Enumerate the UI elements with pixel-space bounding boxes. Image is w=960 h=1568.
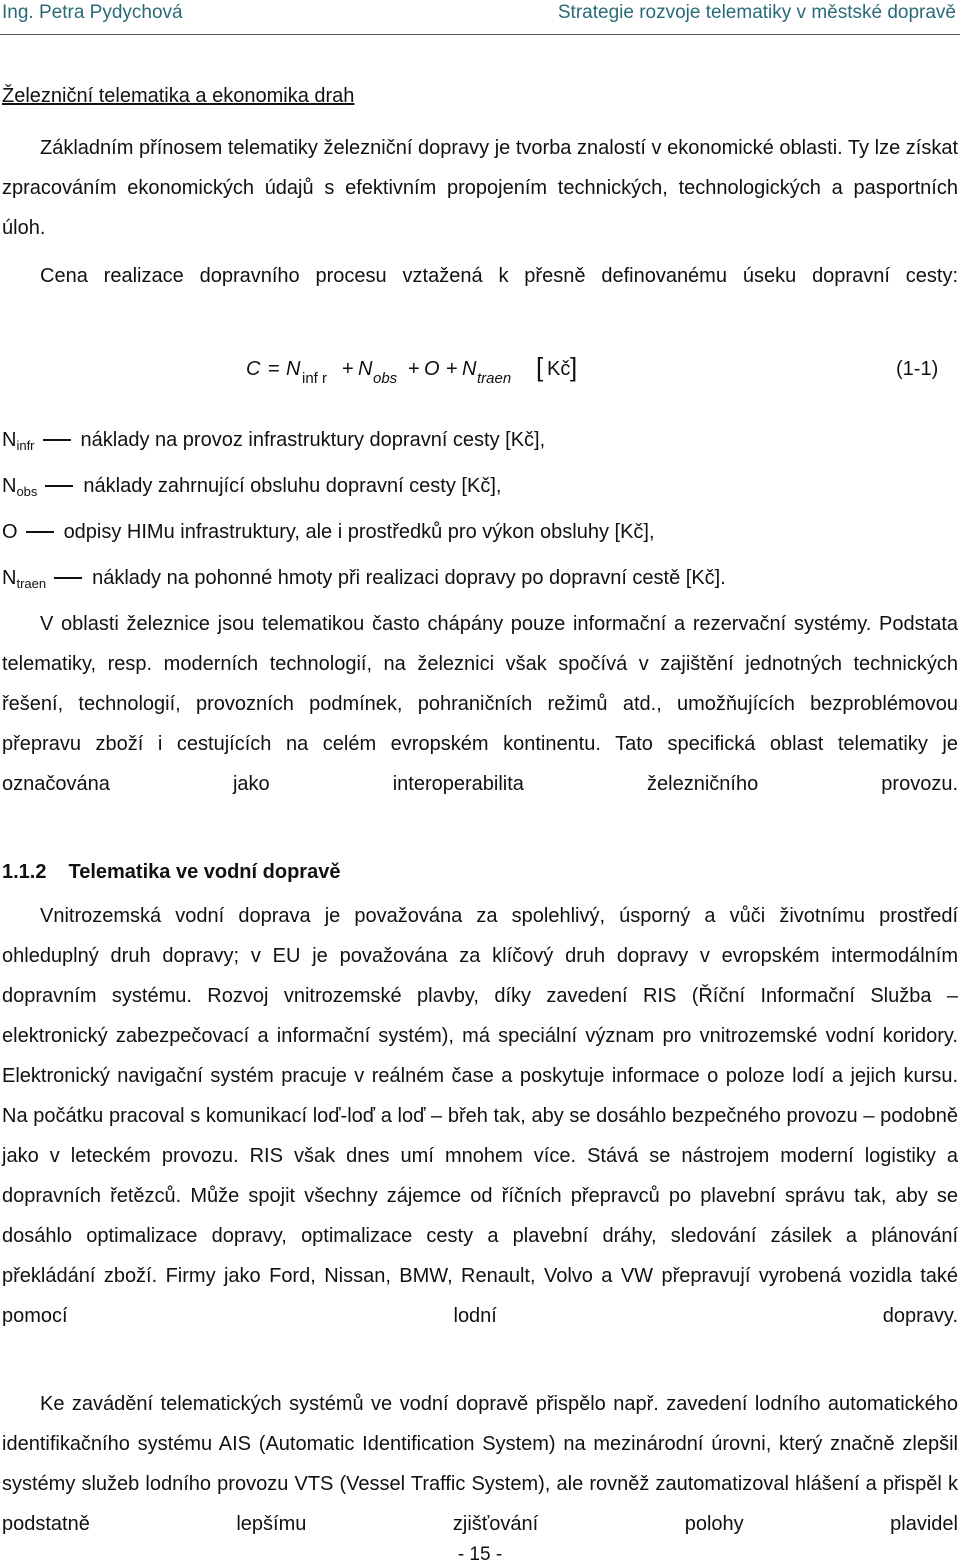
formula-number: (1-1) xyxy=(896,358,939,380)
formula-bracket-right: ] xyxy=(570,352,578,382)
formula-plus3: + xyxy=(446,358,458,380)
def-subscript: obs xyxy=(16,484,38,499)
def-symbol: O xyxy=(2,521,18,543)
def-symbol: N xyxy=(2,475,17,497)
section-title: Železniční telematika a ekonomika drah xyxy=(2,85,355,107)
def-subscript: traen xyxy=(16,576,47,591)
def-text: náklady zahrnující obsluhu dopravní cesty [Kč], xyxy=(83,475,502,497)
def-text: náklady na provoz infrastruktury dopravní cesty [Kč], xyxy=(80,429,546,451)
heading-title: Telematika ve vodní dopravě xyxy=(68,861,341,883)
formula-N1: N xyxy=(286,358,301,380)
paragraph-2: Cena realizace dopravního procesu vztažená k přesně definovanému úseku dopravní cesty: xyxy=(40,265,958,287)
paragraph-3: V oblasti železnice jsou telematikou často chápány pouze informační a rezervační systémy. Podstata telematiky, resp. moderních technologií, na železnici však spočívá v zajištění jednotných technických řešení, technologií, provozních podmínek, pohraničních režimů atd., umožňujících bezproblémovou přepravu zboží i cestujících na celém evropském kontinentu. Tato specifická oblast telematiky je označována jako interoperabilita železničního provozu. xyxy=(2,613,958,795)
definition-n-obs xyxy=(2,466,958,512)
def-subscript: infr xyxy=(16,438,35,453)
def-symbol: N xyxy=(2,429,17,451)
definition-n-infr xyxy=(2,420,958,466)
heading-number: 1.1.2 xyxy=(2,861,47,883)
paragraph-4: Vnitrozemská vodní doprava je považována za spolehlivý, úsporný a vůči životnímu prostředí ohleduplný druh dopravy; v EU je považována za klíčový druh dopravy v evropském intermodálním dopravním systému. Rozvoj vnitrozemské plavby, díky zavedení RIS (Říční Informační Služba – elektronický zabezpečovací a informační systém), má speciální význam pro vnitrozemské vodní koridory. Elektronický navigační systém pracuje v reálném čase a poskytuje informace o poloze lodí a jejich kursu. Na počátku pracoval s komunikací loď-loď a loď – břeh tak, aby se dosáhlo bezpečného provozu – podobně jako v leteckém provozu. RIS však dnes umí mnohem více. Stává se nástrojem moderní logistiky a dopravních řetězců. Může spojit všechny zájemce od říčních přepravců po plavební správu tak, aby se dosáhlo optimalizace dopravy, optimalizace cesty a plavební dráhy, sledování zásilek a plánování překládání zboží. Firmy jako Ford, Nissan, BMW, Renault, Volvo a VW přepravují vyrobená vozidla také pomocí lodní dopravy. xyxy=(2,905,958,1327)
formula-plus1: + xyxy=(342,358,354,380)
subsection-heading xyxy=(2,852,340,892)
formula-1-1 xyxy=(0,352,960,398)
def-dash xyxy=(26,531,54,533)
def-text: odpisy HIMu infrastruktury, ale i prostředků pro výkon obsluhy [Kč], xyxy=(63,521,655,543)
formula-C: C xyxy=(246,358,261,380)
paragraph-5: Ke zavádění telematických systémů ve vodní dopravě přispělo např. zavedení lodního automatického identifikačního systému AIS (Automatic Identification System) na mezinárodní úrovni, který značně zlepšil systémy služeb lodního provozu VTS (Vessel Traffic System), ale rovněž zautomatizoval hlášení a přispěl k podstatně lepšímu zjišťování polohy plavidel xyxy=(2,1393,958,1535)
formula-N1-sub: inf r xyxy=(302,370,328,387)
formula-plus2: + xyxy=(408,358,420,380)
definition-o xyxy=(2,512,958,552)
formula-unit: Kč xyxy=(547,358,571,380)
def-text: náklady na pohonné hmoty při realizaci dopravy po dopravní cestě [Kč]. xyxy=(92,567,726,589)
header-title: Strategie rozvoje telematiky v městské dopravě xyxy=(557,2,956,23)
def-dash xyxy=(43,439,71,441)
formula-N2: N xyxy=(358,358,373,380)
formula-N2-sub: obs xyxy=(373,370,398,387)
page-header xyxy=(0,0,960,32)
header-author: Ing. Petra Pydychová xyxy=(2,2,183,23)
paragraph-1: Základním přínosem telematiky železniční dopravy je tvorba znalostí v ekonomické oblasti. Ty lze získat zpracováním ekonomických údajů s efektivním propojením technických, technologických a pasportních úloh. xyxy=(2,137,958,239)
def-dash xyxy=(54,577,82,579)
header-rule xyxy=(0,34,960,35)
formula-N3-sub: traen xyxy=(477,370,512,387)
def-symbol: N xyxy=(2,567,17,589)
formula-N3: N xyxy=(462,358,477,380)
formula-O: O xyxy=(424,358,440,380)
definition-n-traen xyxy=(2,558,958,604)
def-dash xyxy=(45,485,73,487)
page-number: - 15 - xyxy=(457,1544,503,1565)
formula-bracket-left: [ xyxy=(536,352,544,382)
formula-eq: = xyxy=(268,358,280,380)
